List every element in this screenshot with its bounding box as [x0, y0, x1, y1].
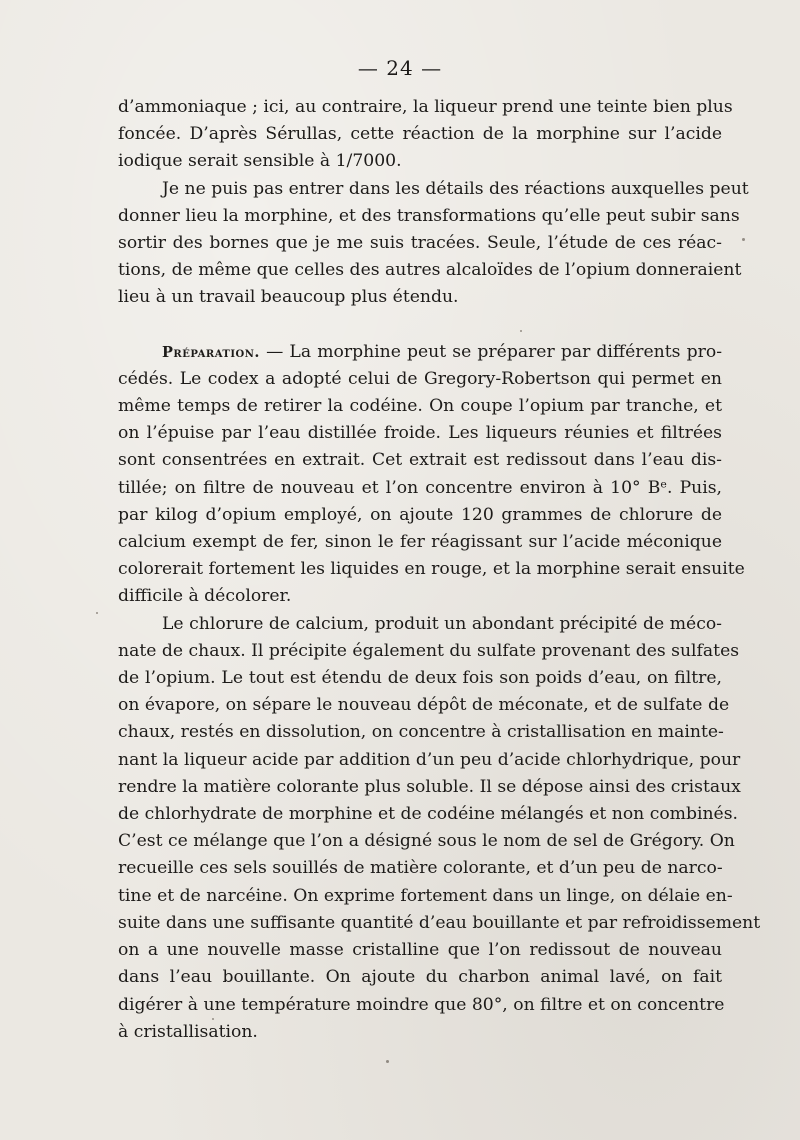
paragraph-gap: [118, 312, 722, 339]
text-line: cédés. Le codex a adopté celui de Gregory-Robertson qui permet en: [118, 368, 722, 389]
text-line: chaux, restés en dissolution, on concentre à cristallisation en mainte-: [118, 722, 724, 743]
text-line: suite dans une suffisante quantité d’eau bouillante et par refroidissement: [118, 912, 761, 933]
text-line: tions, de même que celles des autres alcaloïdes de l’opium donneraient: [118, 260, 742, 281]
text-line: tillée; on filtre de nouveau et l’on concentre environ à 10° Bᵉ. Puis,: [118, 477, 722, 498]
text-line: sortir des bornes que je me suis tracées. Seule, l’étude de ces réac-: [118, 233, 722, 254]
text-line: colorerait fortement les liquides en rouge, et la morphine serait ensuite: [118, 559, 745, 580]
text-line: Je ne puis pas entrer dans les détails des réactions auxquelles peut: [162, 178, 749, 199]
text-line: rendre la matière colorante plus soluble. Il se dépose ainsi des cristaux: [118, 776, 741, 797]
text-line: recueille ces sels souillés de matière colorante, et d’un peu de narco-: [118, 858, 723, 879]
text-line: nate de chaux. Il précipite également du sulfate provenant des sulfates: [118, 640, 740, 661]
text-line: de l’opium. Le tout est étendu de deux fois son poids d’eau, on filtre,: [118, 668, 722, 689]
text-line: d’ammoniaque ; ici, au contraire, la liqueur prend une teinte bien plus: [118, 97, 733, 117]
text-line: à cristallisation.: [118, 1021, 258, 1042]
page-number: — 24 —: [357, 56, 443, 80]
text-line: foncée. D’après Sérullas, cette réaction de la morphine sur l’acide: [118, 124, 722, 145]
paragraph: [118, 611, 761, 1046]
text-line: lieu à un travail beaucoup plus étendu.: [118, 287, 459, 308]
text-line: dans l’eau bouillante. On ajoute du charbon animal lavé, on fait: [118, 967, 722, 988]
text-line: donner lieu la morphine, et des transformations qu’elle peut subir sans: [118, 205, 740, 226]
text-line: on évapore, on sépare le nouveau dépôt de méconate, et de sulfate de: [118, 695, 730, 716]
text-run: — La morphine peut se préparer par différents pro-: [259, 341, 722, 362]
text-line: on l’épuise par l’eau distillée froide. Les liqueurs réunies et filtrées: [118, 423, 722, 444]
text-line: même temps de retirer la codéine. On coupe l’opium par tranche, et: [118, 396, 722, 417]
text-line: par kilog d’opium employé, on ajoute 120 grammes de chlorure de: [118, 504, 722, 525]
text-line: de chlorhydrate de morphine et de codéine mélangés et non combinés.: [118, 804, 739, 825]
text-line: sont consentrées en extrait. Cet extrait est redissout dans l’eau dis-: [118, 450, 722, 471]
section-heading: Préparation.: [162, 343, 260, 361]
text-line: on a une nouvelle masse cristalline que l’on redissout de nouveau: [118, 940, 722, 961]
body-text: [118, 94, 761, 1046]
text-line: digérer à une température moindre que 80°, on filtre et on concentre: [118, 994, 725, 1015]
text-line: calcium exempt de fer, sinon le fer réagissant sur l’acide méconique: [118, 532, 722, 553]
text-line: iodique serait sensible à 1/7000.: [118, 151, 402, 172]
text-line: nant la liqueur acide par addition d’un peu d’acide chlorhydrique, pour: [118, 749, 741, 770]
paragraph: [118, 94, 733, 176]
paragraph: [118, 339, 745, 611]
text-line: difficile à décolorer.: [118, 586, 292, 607]
text-line: [118, 339, 722, 366]
text-line: tine et de narcéine. On exprime fortement dans un linge, on délaie en-: [118, 885, 733, 906]
text-line: Le chlorure de calcium, produit un abondant précipité de méco-: [162, 613, 722, 634]
text-line: C’est ce mélange que l’on a désigné sous le nom de sel de Grégory. On: [118, 831, 735, 852]
paragraph: [118, 176, 749, 312]
